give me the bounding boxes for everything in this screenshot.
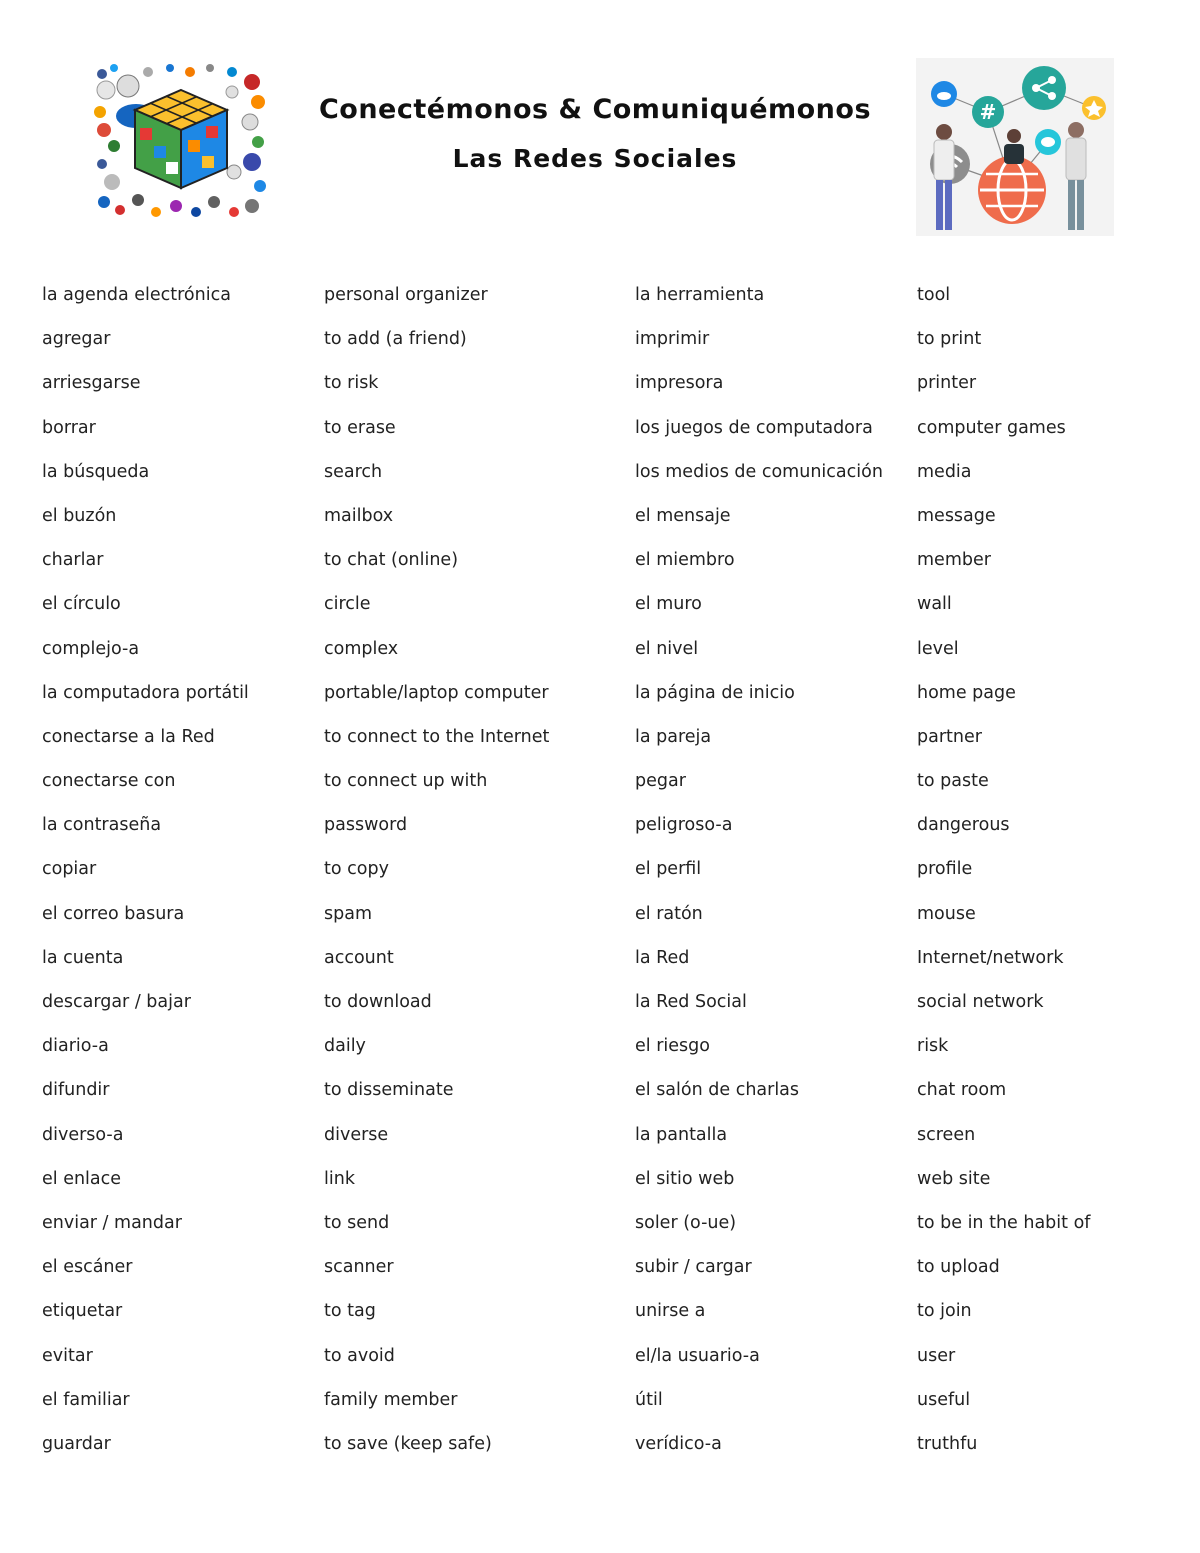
english-translation: password <box>324 815 408 836</box>
spanish-term: útil <box>635 1389 663 1410</box>
english-translation: profile <box>917 859 973 880</box>
spanish-term: la computadora portátil <box>42 682 249 703</box>
spanish-term: subir / cargar <box>635 1257 752 1278</box>
vocab-row <box>0 1120 1200 1164</box>
vocab-row <box>0 634 1200 678</box>
spanish-term: el familiar <box>42 1389 130 1410</box>
spanish-term: el enlace <box>42 1168 122 1189</box>
english-translation: member <box>917 550 991 571</box>
vocab-row <box>0 1031 1200 1075</box>
english-translation: account <box>324 947 394 968</box>
english-translation: complex <box>324 638 399 659</box>
spanish-term: arriesgarse <box>42 373 141 394</box>
english-translation: family member <box>324 1389 458 1410</box>
english-translation: truthfu <box>917 1433 978 1454</box>
english-translation: mailbox <box>324 505 394 526</box>
vocab-row <box>0 722 1200 766</box>
spanish-term: el miembro <box>635 550 735 571</box>
english-translation: to tag <box>324 1301 376 1322</box>
english-translation: to paste <box>917 771 989 792</box>
spanish-term: conectarse a la Red <box>42 726 215 747</box>
english-translation: to send <box>324 1212 390 1233</box>
vocab-row <box>0 1385 1200 1429</box>
english-translation: to print <box>917 329 982 350</box>
english-translation: circle <box>324 594 371 615</box>
english-translation: to add (a friend) <box>324 329 467 350</box>
english-translation: to erase <box>324 417 396 438</box>
spanish-term: charlar <box>42 550 104 571</box>
english-translation: portable/laptop computer <box>324 682 549 703</box>
spanish-term: el/la usuario-a <box>635 1345 760 1366</box>
spanish-term: el riesgo <box>635 1036 710 1057</box>
english-translation: to risk <box>324 373 379 394</box>
english-translation: message <box>917 505 996 526</box>
english-translation: tool <box>917 285 951 305</box>
spanish-term: la Red <box>635 947 690 968</box>
english-translation: user <box>917 1345 956 1366</box>
vocab-row <box>0 589 1200 633</box>
spanish-term: los medios de comunicación <box>635 461 883 482</box>
english-translation: to download <box>324 992 432 1012</box>
english-translation: home page <box>917 682 1016 703</box>
english-translation: Internet/network <box>917 947 1064 968</box>
spanish-term: la página de inicio <box>635 682 795 703</box>
english-translation: media <box>917 461 972 482</box>
spanish-term: el muro <box>635 594 702 615</box>
spanish-term: copiar <box>42 859 97 880</box>
english-translation: printer <box>917 373 977 394</box>
spanish-term: verídico-a <box>635 1433 722 1454</box>
spanish-term: el salón de charlas <box>635 1080 800 1101</box>
page-title: Conectémonos & Comuniquémonos <box>318 94 872 125</box>
english-translation: social network <box>917 992 1044 1012</box>
spanish-term: unirse a <box>635 1301 706 1322</box>
spanish-term: el ratón <box>635 903 703 924</box>
spanish-term: peligroso-a <box>635 815 733 836</box>
vocab-row <box>0 899 1200 943</box>
english-translation: to upload <box>917 1257 1000 1278</box>
svg-text:#: # <box>979 100 997 124</box>
vocab-row <box>0 457 1200 501</box>
spanish-term: borrar <box>42 417 96 438</box>
vocab-row <box>0 766 1200 810</box>
vocab-row <box>0 943 1200 987</box>
spanish-term: el correo basura <box>42 903 185 924</box>
spanish-term: diverso-a <box>42 1124 124 1145</box>
spanish-term: el buzón <box>42 505 117 526</box>
english-translation: search <box>324 461 383 482</box>
spanish-term: agregar <box>42 329 111 350</box>
title-block <box>250 92 940 176</box>
english-translation: wall <box>917 594 952 615</box>
english-translation: mouse <box>917 903 976 924</box>
english-translation: to join <box>917 1301 972 1322</box>
english-translation: useful <box>917 1389 971 1410</box>
spanish-term: difundir <box>42 1080 110 1101</box>
share-icon <box>1022 66 1066 110</box>
english-translation: to copy <box>324 859 389 880</box>
english-translation: risk <box>917 1036 949 1057</box>
spanish-term: la Red Social <box>635 992 747 1012</box>
vocab-row <box>0 368 1200 412</box>
english-translation: dangerous <box>917 815 1010 836</box>
spanish-term: el escáner <box>42 1257 133 1278</box>
english-translation: chat room <box>917 1080 1007 1101</box>
spanish-term: el nivel <box>635 638 699 659</box>
vocab-row <box>0 324 1200 368</box>
vocab-row <box>0 1429 1200 1473</box>
english-translation: spam <box>324 903 372 924</box>
spanish-term: enviar / mandar <box>42 1212 182 1233</box>
english-translation: partner <box>917 726 982 747</box>
english-translation: to chat (online) <box>324 550 459 571</box>
vocab-row <box>0 1075 1200 1119</box>
spanish-term: soler (o-ue) <box>635 1212 737 1233</box>
spanish-term: guardar <box>42 1433 111 1454</box>
english-translation: personal organizer <box>324 285 488 305</box>
vocab-row <box>0 1341 1200 1385</box>
spanish-term: etiquetar <box>42 1301 123 1322</box>
spanish-term: diario-a <box>42 1036 109 1057</box>
vocab-row <box>0 810 1200 854</box>
spanish-term: la contraseña <box>42 815 162 836</box>
vocabulary-table <box>0 280 1200 1473</box>
english-translation: to be in the habit of <box>917 1212 1091 1233</box>
english-translation: computer games <box>917 417 1066 438</box>
rubiks-cube <box>135 90 227 188</box>
english-translation: scanner <box>324 1257 394 1278</box>
vocab-row <box>0 1296 1200 1340</box>
spanish-term: la cuenta <box>42 947 124 968</box>
vocab-row <box>0 280 1200 324</box>
spanish-term: evitar <box>42 1345 93 1366</box>
vocab-row <box>0 987 1200 1031</box>
spanish-term: el círculo <box>42 594 121 615</box>
spanish-term: el sitio web <box>635 1168 735 1189</box>
people-with-social-icons-image <box>916 58 1114 236</box>
english-translation: level <box>917 638 959 659</box>
spanish-term: complejo-a <box>42 638 140 659</box>
spanish-term: pegar <box>635 771 686 792</box>
spanish-term: conectarse con <box>42 771 176 792</box>
vocab-row <box>0 1252 1200 1296</box>
english-translation: to disseminate <box>324 1080 454 1101</box>
english-translation: to save (keep safe) <box>324 1433 492 1454</box>
spanish-term: la pantalla <box>635 1124 728 1145</box>
vocab-row <box>0 545 1200 589</box>
vocab-row <box>0 854 1200 898</box>
spanish-term: impresora <box>635 373 724 394</box>
spanish-term: imprimir <box>635 329 710 350</box>
page-header <box>0 0 1200 260</box>
spanish-term: el mensaje <box>635 505 731 526</box>
page-subtitle: Las Redes Sociales <box>452 144 738 173</box>
english-translation: to connect to the Internet <box>324 726 550 747</box>
english-translation: to avoid <box>324 1345 395 1366</box>
english-translation: to connect up with <box>324 771 488 792</box>
spanish-term: la agenda electrónica <box>42 285 231 305</box>
vocab-row <box>0 678 1200 722</box>
english-translation: web site <box>917 1168 991 1189</box>
vocab-row <box>0 413 1200 457</box>
vocab-row <box>0 501 1200 545</box>
english-translation: diverse <box>324 1124 389 1145</box>
spanish-term: el perfil <box>635 859 702 880</box>
vocab-row <box>0 1208 1200 1252</box>
english-translation: link <box>324 1168 355 1189</box>
social-media-cube-image <box>92 62 270 222</box>
english-translation: screen <box>917 1124 976 1145</box>
spanish-term: descargar / bajar <box>42 992 191 1012</box>
spanish-term: los juegos de computadora <box>635 417 873 438</box>
spanish-term: la pareja <box>635 726 712 747</box>
spanish-term: la herramienta <box>635 285 765 305</box>
vocab-row <box>0 1164 1200 1208</box>
english-translation: daily <box>324 1036 366 1057</box>
spanish-term: la búsqueda <box>42 461 150 482</box>
